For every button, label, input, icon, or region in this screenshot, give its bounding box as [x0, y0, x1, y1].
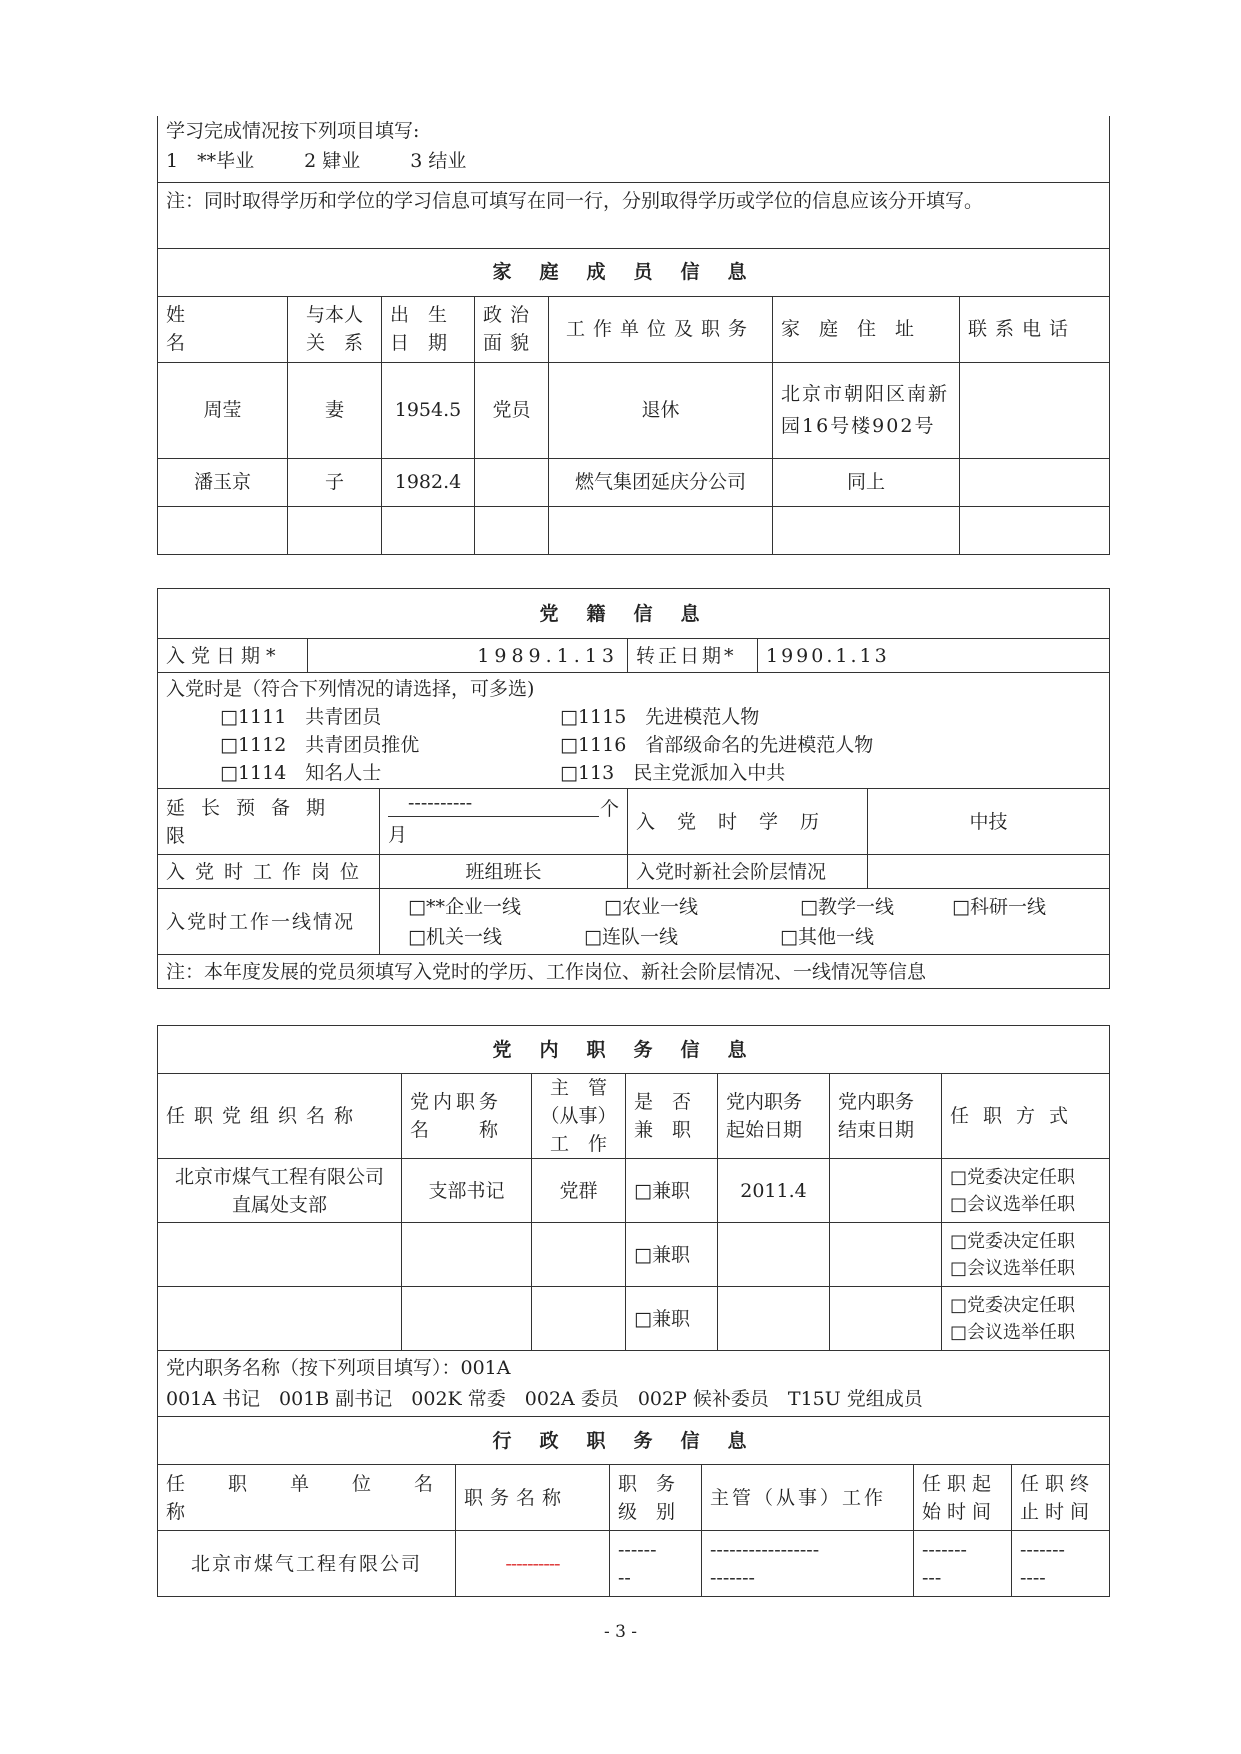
- duty-block: [157, 1025, 1109, 1597]
- party-duty-header-charge: 主 管 （从事） 工 作: [532, 1074, 626, 1159]
- table-row: [158, 506, 1110, 554]
- class-value: [868, 855, 1110, 889]
- edu-label: 入党时学历: [628, 789, 868, 855]
- party-duty-charge: [532, 1287, 626, 1351]
- party-duty-org: [158, 1287, 402, 1351]
- party-duty-concurrent[interactable]: □兼职: [626, 1159, 718, 1223]
- study-note: 注：同时取得学历和学位的学习信息可填写在同一行，分别取得学历或学位的信息应该分开填写。: [158, 182, 1110, 248]
- option-other[interactable]: □其他一线: [780, 925, 874, 948]
- family-header-address: 家 庭 住 址: [773, 296, 960, 362]
- extend-underline: [388, 816, 599, 817]
- family-work: 退休: [549, 362, 773, 458]
- family-header-phone: 联系电话: [960, 296, 1110, 362]
- party-duty-method: [942, 1159, 1110, 1223]
- admin-header-charge: 主管（从事）工作: [702, 1465, 914, 1531]
- family-header-birth: 出 生 日 期: [382, 296, 475, 362]
- party-duty-names-label: 党内职务名称（按下列项目填写）：001A: [166, 1356, 511, 1379]
- join-date-label: 入党日期*: [158, 639, 308, 673]
- admin-header-level: 职 务 级 别: [610, 1465, 702, 1531]
- party-duty-names-cell: [158, 1351, 1110, 1417]
- admin-start-dash: ------- ---: [914, 1531, 1012, 1597]
- join-status-label: 入党时是（符合下列情况的请选择，可多选): [166, 678, 535, 700]
- post-value: 班组班长: [380, 855, 628, 889]
- option-company[interactable]: □连队一线: [584, 925, 678, 948]
- table-row: [158, 1223, 1110, 1287]
- admin-header-unit: 任 职 单 位 名 称: [158, 1465, 456, 1531]
- family-address: 同上: [773, 458, 960, 506]
- admin-level-dash: ------ --: [610, 1531, 702, 1597]
- table-row: [158, 1159, 1110, 1223]
- option-enterprise[interactable]: □**企业一线: [408, 895, 521, 918]
- edu-value: 中技: [868, 789, 1110, 855]
- family-header-relation: 与本人 关 系: [288, 296, 382, 362]
- option-113[interactable]: □113 民主党派加入中共: [560, 762, 786, 784]
- party-duty-method: [942, 1223, 1110, 1287]
- extend-dash: ----------: [408, 791, 473, 814]
- confirm-date-label: 转正日期*: [628, 639, 758, 673]
- admin-header-duty: 职务名称: [456, 1465, 610, 1531]
- option-completion: 3 结业: [410, 150, 467, 172]
- admin-header-start: 任职起 始时间: [914, 1465, 1012, 1531]
- party-duty-header-concurrent: 是 否 兼 职: [626, 1074, 718, 1159]
- table-row: [158, 362, 1110, 458]
- family-work: 燃气集团延庆分公司: [549, 458, 773, 506]
- frontline-options: [380, 889, 1110, 955]
- table-row: [158, 1287, 1110, 1351]
- party-duty-name: [402, 1223, 532, 1287]
- party-duty-method: [942, 1287, 1110, 1351]
- party-duty-start: [718, 1287, 830, 1351]
- admin-charge-dash: ----------------- -------: [702, 1531, 914, 1597]
- option-agriculture[interactable]: □农业一线: [604, 895, 698, 918]
- option-1114[interactable]: □1114 知名人士: [220, 762, 382, 784]
- party-duty-start: 2011.4: [718, 1159, 830, 1223]
- admin-unit: 北京市煤气工程有限公司: [158, 1531, 456, 1597]
- party-duty-end: [830, 1223, 942, 1287]
- party-duty-charge: [532, 1223, 626, 1287]
- extend-unit-1: 个: [599, 797, 619, 820]
- party-duty-header-org: 任职党组织名称: [158, 1074, 402, 1159]
- option-committee-appoint[interactable]: □党委决定任职: [950, 1166, 1076, 1188]
- table-row: [158, 1531, 1110, 1597]
- option-meeting-elect[interactable]: □会议选举任职: [950, 1193, 1076, 1215]
- party-duty-header-method: 任职方式: [942, 1074, 1110, 1159]
- page-number: - 3 -: [603, 1622, 638, 1642]
- family-birth: 1982.4: [382, 458, 475, 506]
- party-duty-start: [718, 1223, 830, 1287]
- party-duty-charge: 党群: [532, 1159, 626, 1223]
- family-phone: [960, 362, 1110, 458]
- option-office[interactable]: □机关一线: [408, 925, 502, 948]
- option-1112[interactable]: □1112 共青团员推优: [220, 734, 420, 756]
- option-committee-appoint[interactable]: □党委决定任职: [950, 1294, 1076, 1316]
- option-1111[interactable]: □1111 共青团员: [220, 706, 382, 728]
- confirm-date-value: 1990.1.13: [758, 639, 1110, 673]
- option-committee-appoint[interactable]: □党委决定任职: [950, 1230, 1076, 1252]
- family-section-title: 家庭成员信息: [158, 248, 1110, 296]
- party-duty-header-duty: 党内职务 名 称: [402, 1074, 532, 1159]
- party-duty-names-list: 001A 书记 001B 副书记 002K 常委 002A 委员 002P 候补委员 T15U 党组成员: [166, 1387, 923, 1410]
- family-name: 潘玉京: [158, 458, 288, 506]
- study-completion-label: 学习完成情况按下列项目填写:: [166, 120, 420, 142]
- party-duty-header-start: 党内职务 起始日期: [718, 1074, 830, 1159]
- family-name: 周莹: [158, 362, 288, 458]
- party-duty-name: 支部书记: [402, 1159, 532, 1223]
- party-duty-end: [830, 1287, 942, 1351]
- party-record-title: 党籍信息: [158, 589, 1110, 639]
- option-meeting-elect[interactable]: □会议选举任职: [950, 1257, 1076, 1279]
- party-record-block: [157, 588, 1109, 989]
- admin-end-dash: ------- ----: [1012, 1531, 1110, 1597]
- family-header-politics: 政治 面貌: [475, 296, 549, 362]
- option-research[interactable]: □科研一线: [952, 895, 1046, 918]
- family-relation: 妻: [288, 362, 382, 458]
- option-teaching[interactable]: □教学一线: [800, 895, 894, 918]
- party-duty-name: [402, 1287, 532, 1351]
- admin-header-end: 任职终 止时间: [1012, 1465, 1110, 1531]
- option-graduate: 1 **毕业: [166, 150, 255, 172]
- class-label: 入党时新社会阶层情况: [628, 855, 868, 889]
- family-address: 北京市朝阳区南新园16号楼902号: [773, 362, 960, 458]
- family-relation: 子: [288, 458, 382, 506]
- option-dropout: 2 肄业: [304, 150, 361, 172]
- party-duty-org: 北京市煤气工程有限公司直属处支部: [158, 1159, 402, 1223]
- extend-label: 延长预备期限: [158, 789, 380, 855]
- party-duty-concurrent[interactable]: □兼职: [626, 1287, 718, 1351]
- family-phone: [960, 458, 1110, 506]
- extend-unit-2: 月: [388, 823, 408, 846]
- option-1116[interactable]: □1116 省部级命名的先进模范人物: [560, 734, 874, 756]
- family-politics: [475, 458, 549, 506]
- party-duty-header-end: 党内职务 结束日期: [830, 1074, 942, 1159]
- join-status-cell: [158, 673, 1110, 789]
- join-date-value: 1989.1.13: [308, 639, 628, 673]
- post-label: 入党时工作岗位: [158, 855, 380, 889]
- party-record-note: 注：本年度发展的党员须填写入党时的学历、工作岗位、新社会阶层情况、一线情况等信息: [158, 955, 1110, 989]
- study-completion-options: [166, 146, 1101, 176]
- party-duty-concurrent[interactable]: □兼职: [626, 1223, 718, 1287]
- party-duty-title: 党内职务信息: [158, 1026, 1110, 1074]
- option-1115[interactable]: □1115 先进模范人物: [560, 706, 760, 728]
- frontline-label: 入党时工作一线情况: [158, 889, 380, 955]
- family-header-name: 姓 名: [158, 296, 288, 362]
- study-family-block: [157, 116, 1109, 555]
- family-politics: 党员: [475, 362, 549, 458]
- table-row: [158, 458, 1110, 506]
- option-meeting-elect[interactable]: □会议选举任职: [950, 1321, 1076, 1343]
- family-birth: 1954.5: [382, 362, 475, 458]
- admin-duty-dash: ----------: [456, 1531, 610, 1597]
- family-header-work: 工作单位及职务: [549, 296, 773, 362]
- study-completion-cell: [158, 116, 1110, 182]
- extend-value: [380, 789, 628, 855]
- admin-duty-title: 行政职务信息: [158, 1417, 1110, 1465]
- party-duty-org: [158, 1223, 402, 1287]
- party-duty-end: [830, 1159, 942, 1223]
